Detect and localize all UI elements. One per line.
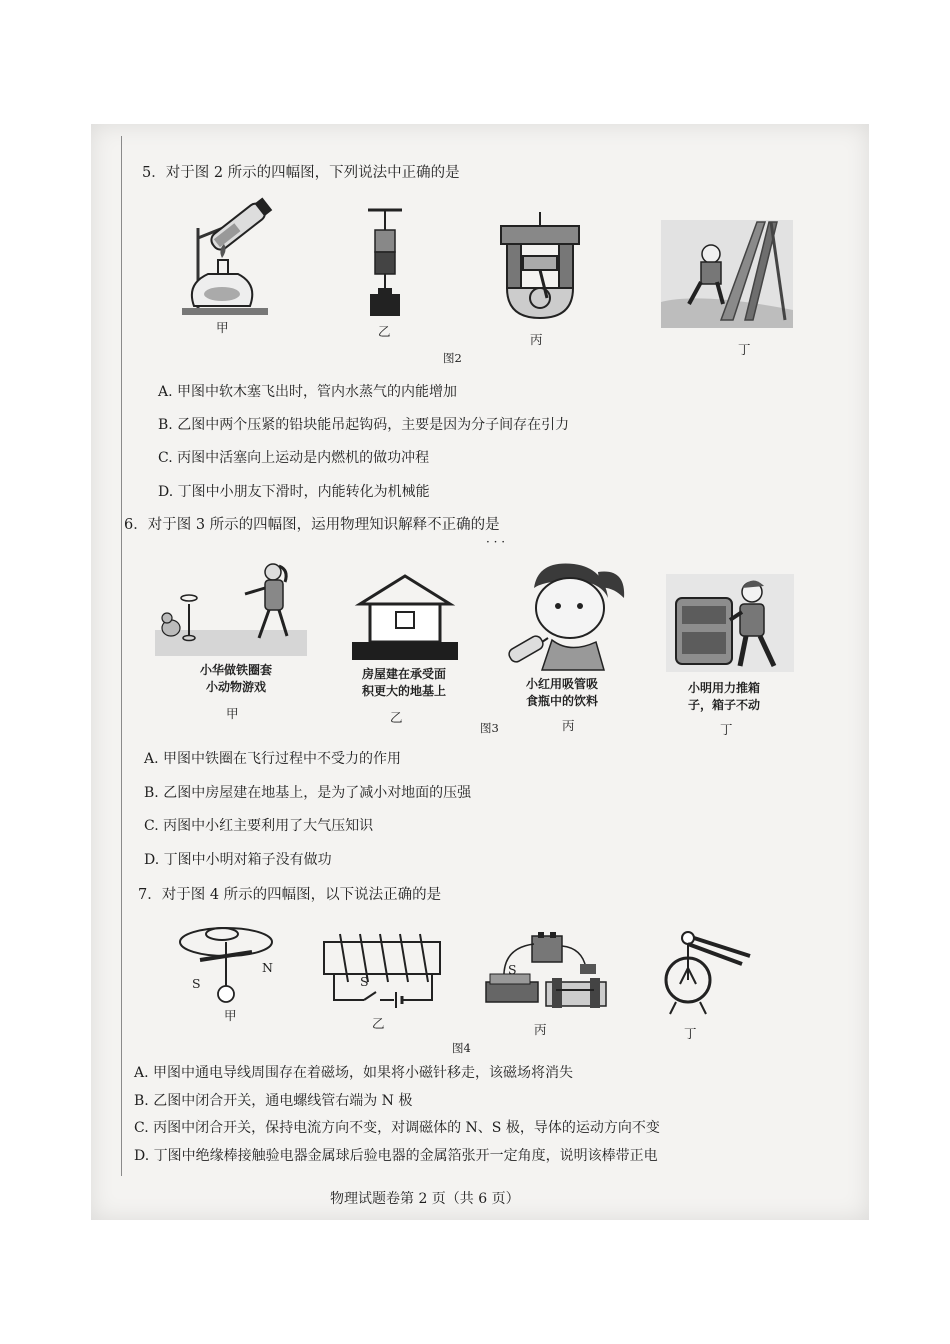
q6-option-d: D. 丁图中小明对箱子没有做功 [144, 852, 332, 868]
q6-figure-ding [666, 574, 794, 672]
q7-mark-switch-s: S [360, 974, 369, 989]
q6-figure-bing [508, 558, 628, 670]
q5-stem: 5．对于图 2 所示的四幅图，下列说法中正确的是 [142, 165, 460, 181]
q7-stem: 7．对于图 4 所示的四幅图，以下说法正确的是 [138, 887, 442, 903]
q7-option-c: C. 丙图中闭合开关，保持电流方向不变，对调磁体的 N、S 极，导体的运动方向不变 [134, 1120, 660, 1136]
q7-figure-ding [664, 928, 756, 1020]
q7-label-jia: 甲 [224, 1008, 237, 1023]
q7-mark-n: N [262, 960, 273, 975]
q7-figure-jia [176, 912, 276, 1004]
q7-figure-yi [320, 930, 444, 1012]
q6-note-jia: 小华做铁圈套 小动物游戏 [199, 663, 272, 694]
q5-figure-jia [178, 188, 274, 320]
q6-figure-caption: 图3 [480, 721, 499, 735]
margin-rule [121, 136, 122, 1176]
q5-label-yi: 乙 [378, 324, 391, 339]
q6-note-bing: 小红用吸管吸 食瓶中的饮料 [525, 677, 598, 708]
q6-label-jia: 甲 [226, 706, 239, 721]
q5-option-d: D. 丁图中小朋友下滑时，内能转化为机械能 [158, 484, 430, 500]
q5-label-ding: 丁 [738, 342, 751, 357]
q7-figure-caption: 图4 [452, 1041, 471, 1055]
q7-label-ding: 丁 [684, 1026, 697, 1041]
q5-figure-bing [497, 210, 583, 322]
q7-label-bing: 丙 [534, 1022, 547, 1037]
q7-mark-s: S [192, 976, 201, 991]
q7-label-yi: 乙 [372, 1016, 385, 1031]
q5-figure-caption: 图2 [443, 351, 462, 365]
q5-option-b: B. 乙图中两个压紧的铅块能吊起钩码，主要是因为分子间存在引力 [158, 417, 570, 433]
q7-option-d: D. 丁图中绝缘棒接触验电器金属球后验电器的金属箔张开一定角度，说明该棒带正电 [134, 1148, 658, 1164]
q6-label-bing: 丙 [562, 718, 575, 733]
page-footer: 物理试题卷第 2 页（共 6 页） [330, 1191, 520, 1207]
q6-stem: 6．对于图 3 所示的四幅图，运用物理知识解释不正确的是 [124, 517, 500, 533]
q5-option-a: A. 甲图中软木塞飞出时，管内水蒸气的内能增加 [158, 384, 458, 400]
q7-mark-motor-s: S [508, 962, 517, 977]
emphasis-dots: · · · [486, 535, 506, 549]
q5-figure-yi [360, 208, 410, 320]
q6-note-yi: 房屋建在承受面 积更大的地基上 [361, 667, 446, 698]
q7-option-b: B. 乙图中闭合开关，通电螺线管右端为 N 极 [134, 1093, 413, 1109]
q5-option-c: C. 丙图中活塞向上运动是内燃机的做功冲程 [158, 450, 430, 466]
q7-option-a: A. 甲图中通电导线周围存在着磁场，如果将小磁针移走，该磁场将消失 [134, 1065, 574, 1081]
q5-label-jia: 甲 [216, 320, 229, 335]
q6-label-ding: 丁 [720, 722, 733, 737]
q6-figure-jia [155, 560, 307, 656]
q6-option-c: C. 丙图中小红主要利用了大气压知识 [144, 818, 374, 834]
q6-option-a: A. 甲图中铁圈在飞行过程中不受力的作用 [144, 751, 402, 767]
q5-label-bing: 丙 [530, 332, 543, 347]
q6-note-ding: 小明用力推箱 子，箱子不动 [687, 681, 760, 712]
q5-figure-ding [661, 220, 793, 328]
q7-figure-bing [482, 934, 610, 1018]
q6-option-b: B. 乙图中房屋建在地基上，是为了减小对地面的压强 [144, 785, 472, 801]
q6-figure-yi [346, 572, 464, 662]
q6-label-yi: 乙 [390, 710, 403, 725]
